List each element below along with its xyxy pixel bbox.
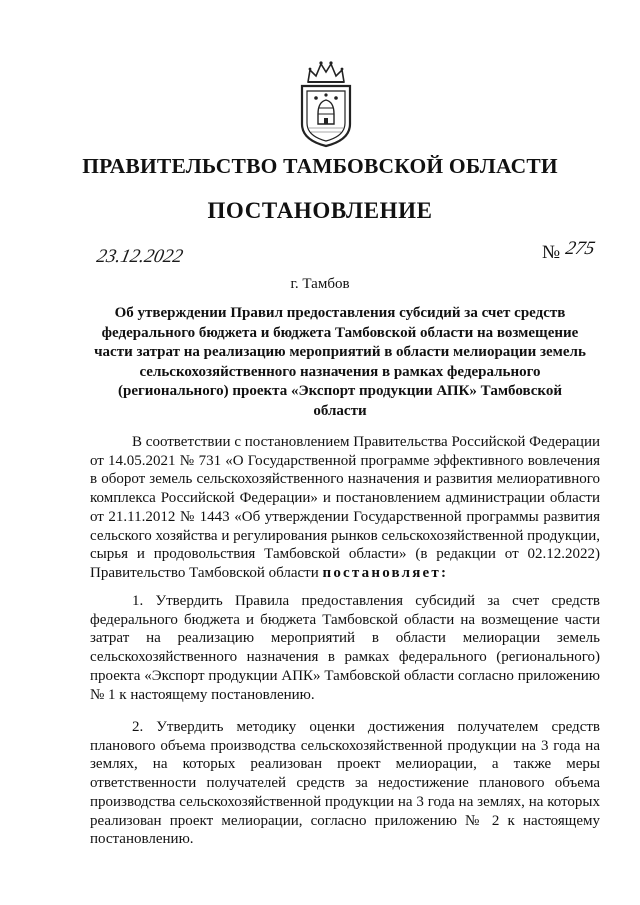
document-type: ПОСТАНОВЛЕНИЕ: [207, 198, 433, 223]
decree-word: постановляет:: [322, 564, 449, 581]
item-2-text: 2. Утвердить методику оценки достижения получателем средств планового объема производства сельскохозяйственной продукции на 3 года на землях, на которых реализован проект мелиорации, а также меры ответственности получателей средств за недостижение планового объема производства сельскохозяйственной продукции на 3 года на землях, на которых реализован проект мелиорации, согласно приложению № 2 к настоящему постановлению.: [90, 719, 600, 848]
number-label: №: [542, 242, 561, 263]
document-title: Об утверждении Правил предоставления субсидий за счет средств федерального бюджета и бюджета Тамбовской области на возмещение части затрат на реализацию мероприятий в области мелиорации земель сельскохозяйственного назначения в рамках федерального (регионального) проекта «Экспорт продукции АПК» Тамбовской области: [94, 305, 586, 419]
government-name: ПРАВИТЕЛЬСТВО ТАМБОВСКОЙ ОБЛАСТИ: [82, 154, 558, 178]
item-1-paragraph: [90, 592, 600, 704]
item-1-text: 1. Утвердить Правила предоставления субсидий за счет средств федерального бюджета и бюджета Тамбовской области на возмещение части затрат на реализацию мероприятий в области мелиорации земель сельскохозяйственного назначения в рамках федерального (регионального) проекта «Экспорт продукции АПК» Тамбовской области согласно приложению № 1 к настоящему постановлению.: [90, 593, 600, 703]
preamble-text: В соответствии с постановлением Правительства Российской Федерации от 14.05.2021 № 731 «О Государственной программе эффективного вовлечения в оборот земель сельскохозяйственного назначения и развития мелиоративного комплекса Российской Федерации» и постановлением администрации области от 21.11.2012 № 1443 «Об утверждении Государственной программы развития сельского хозяйства и регулирования рынков сельскохозяйственной продукции, сырья и продовольствия Тамбовской области» (в редакции от 02.12.2022) Правительство Тамбовской области: [90, 434, 600, 581]
document-date: 23.12.2022: [94, 246, 185, 267]
tambov-coat-of-arms-icon: [296, 58, 356, 148]
item-2-paragraph: [90, 718, 600, 849]
city: г. Тамбов: [290, 276, 350, 292]
preamble-paragraph: [90, 433, 600, 583]
document-number: 275: [563, 238, 597, 259]
